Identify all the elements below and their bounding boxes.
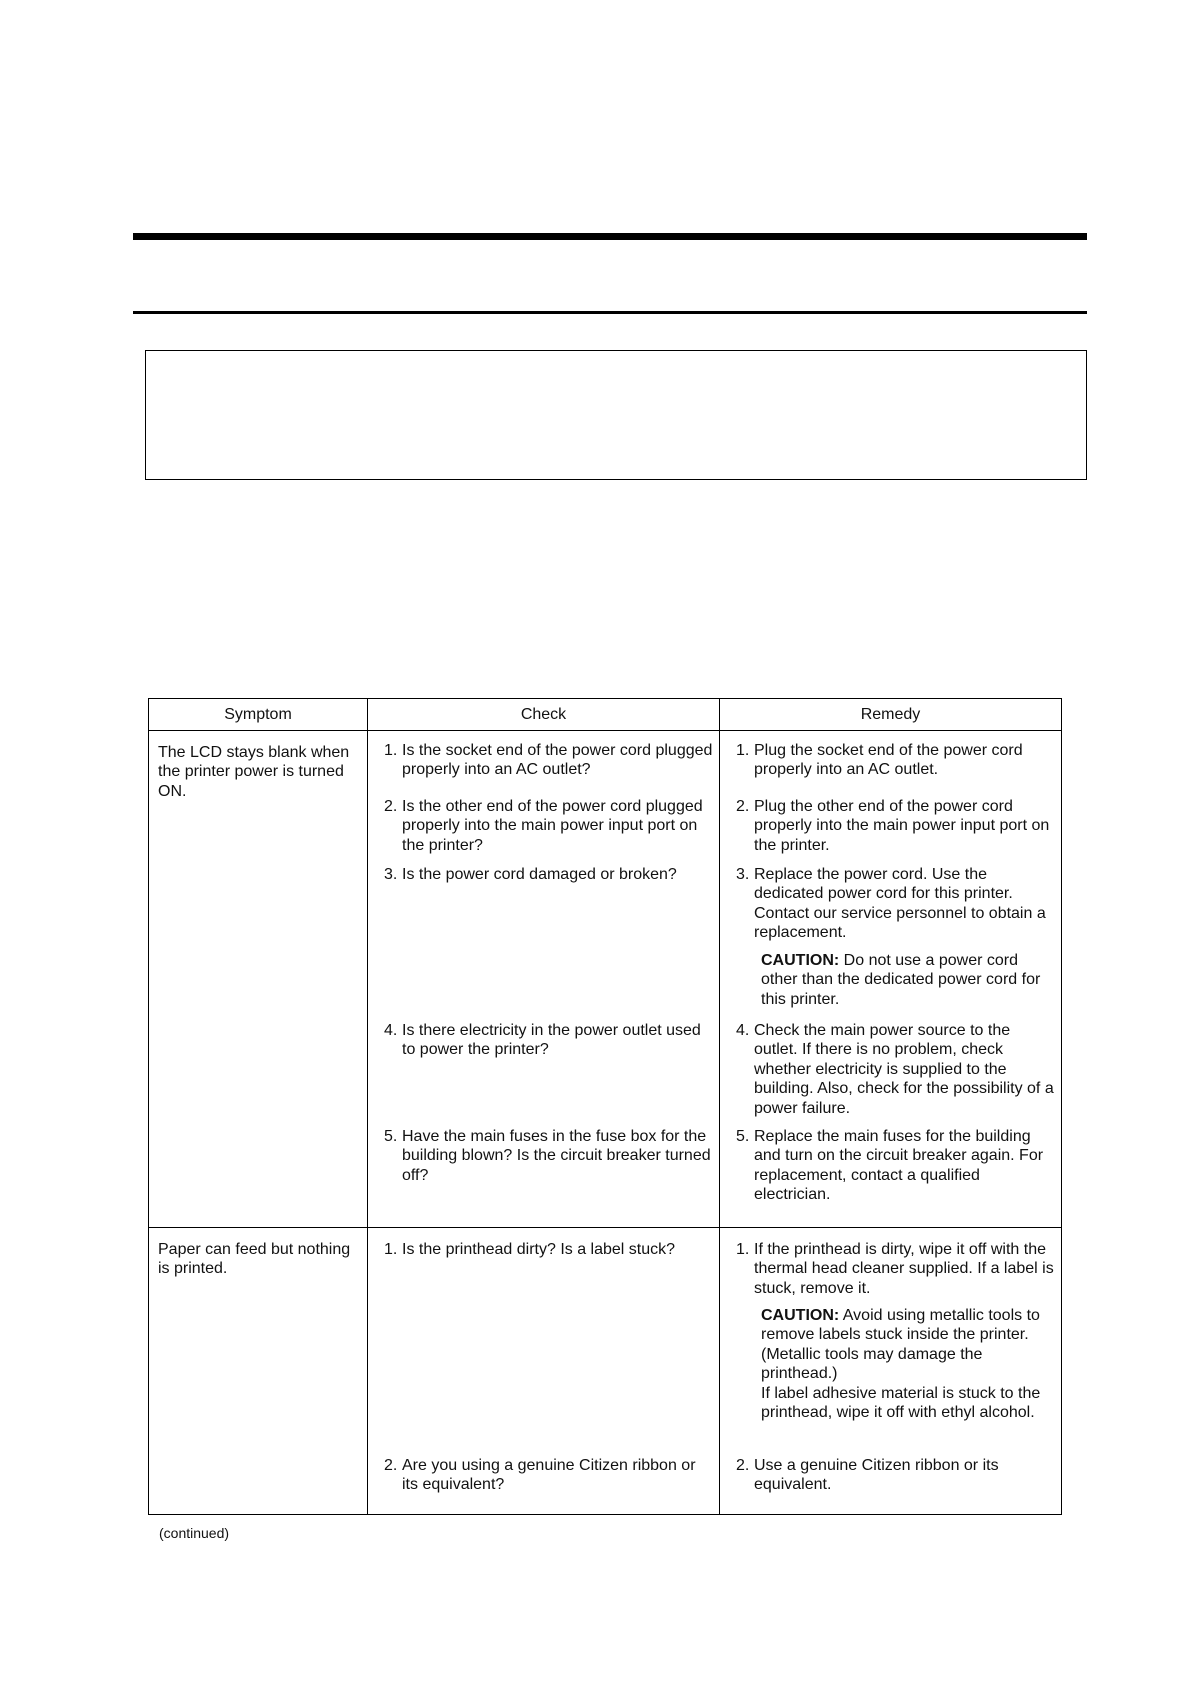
- check-item: [368, 741, 719, 797]
- remedy-text: If the printhead is dirty, wipe it off with the thermal head cleaner supplied. If a label is stuck, remove it.: [754, 1241, 1054, 1297]
- remedy-item: [720, 797, 1061, 865]
- check-text: Are you using a genuine Citizen ribbon or its equivalent?: [402, 1457, 696, 1494]
- remedy-block: [720, 1240, 1061, 1456]
- remedy-number: 4.: [736, 1022, 750, 1039]
- caution-text: Avoid using metallic tools to remove labels stuck inside the printer. (Metallic tools may damage the printhead.): [761, 1307, 1040, 1383]
- table-row: [149, 1228, 1062, 1515]
- table-header-row: [149, 699, 1062, 731]
- header-symptom: Symptom: [149, 699, 368, 731]
- remedy-item: [720, 1127, 1061, 1227]
- remedy-number: 3.: [736, 866, 750, 883]
- remedy-cell: [720, 731, 1062, 1228]
- check-text: Have the main fuses in the fuse box for the building blown? Is the circuit breaker turned off?: [402, 1128, 711, 1184]
- check-text: Is the socket end of the power cord plugged properly into an AC outlet?: [402, 742, 713, 779]
- symptom-text: Paper can feed but nothing is printed.: [158, 1241, 351, 1278]
- header-rule-thin: [133, 311, 1087, 314]
- header-check: Check: [368, 699, 720, 731]
- remedy-number: 5.: [736, 1128, 750, 1145]
- note-box: [145, 350, 1087, 480]
- remedy-block: [720, 865, 1061, 1021]
- check-text: Is there electricity in the power outlet used to power the printer?: [402, 1022, 701, 1059]
- check-number: 2.: [384, 798, 398, 815]
- check-item: [368, 865, 719, 1021]
- check-number: 5.: [384, 1128, 398, 1145]
- check-number: 1.: [384, 742, 398, 759]
- caution-label: CAUTION:: [761, 952, 840, 969]
- remedy-text: Plug the socket end of the power cord properly into an AC outlet.: [754, 742, 1023, 779]
- symptom-text: The LCD stays blank when the printer power is turned ON.: [158, 744, 350, 800]
- symptom-cell: [149, 731, 368, 1228]
- check-text: Is the printhead dirty? Is a label stuck?: [402, 1241, 676, 1258]
- remedy-number: 2.: [736, 1457, 750, 1474]
- header-remedy: Remedy: [720, 699, 1062, 731]
- remedy-item: [720, 1456, 1061, 1514]
- remedy-text: Plug the other end of the power cord properly into the main power input port on the printer.: [754, 798, 1050, 854]
- check-text: Is the power cord damaged or broken?: [402, 866, 677, 883]
- check-number: 2.: [384, 1457, 398, 1474]
- check-cell: [368, 1228, 720, 1515]
- caution-note: [720, 1306, 1061, 1384]
- check-item: [368, 1456, 719, 1514]
- check-number: 3.: [384, 866, 398, 883]
- remedy-number: 2.: [736, 798, 750, 815]
- remedy-cell: [720, 1228, 1062, 1515]
- remedy-number: 1.: [736, 1241, 750, 1258]
- check-item: [368, 1240, 719, 1456]
- check-item: [368, 1021, 719, 1127]
- remedy-text: Replace the main fuses for the building and turn on the circuit breaker again. For replacement, contact a qualified electrician.: [754, 1128, 1044, 1204]
- troubleshooting-table: [148, 698, 1062, 1515]
- remedy-text: Use a genuine Citizen ribbon or its equivalent.: [754, 1457, 999, 1494]
- check-item: [368, 797, 719, 865]
- caution-label: CAUTION:: [761, 1307, 840, 1324]
- check-cell: [368, 731, 720, 1228]
- table-row: [149, 731, 1062, 1228]
- continued-note: (continued): [159, 1525, 230, 1541]
- remedy-item: [720, 865, 1061, 951]
- remedy-item: [720, 1021, 1061, 1127]
- check-number: 4.: [384, 1022, 398, 1039]
- remedy-item: [720, 741, 1061, 797]
- header-rule-thick: [133, 233, 1087, 240]
- caution-extra: If label adhesive material is stuck to the printhead, wipe it off with ethyl alcohol.: [761, 1384, 1041, 1422]
- remedy-item: [720, 1240, 1061, 1306]
- remedy-text: Replace the power cord. Use the dedicated power cord for this printer. Contact our service personnel to obtain a replacement.: [754, 866, 1046, 942]
- check-text: Is the other end of the power cord plugged properly into the main power input port on the printer?: [402, 798, 703, 854]
- caution-note: [720, 951, 1061, 1009]
- check-item: [368, 1127, 719, 1227]
- remedy-text: Check the main power source to the outlet. If there is no problem, check whether electricity is supplied to the building. Also, check for the possibility of a power failure.: [754, 1022, 1054, 1117]
- check-number: 1.: [384, 1241, 398, 1258]
- remedy-number: 1.: [736, 742, 750, 759]
- caution-text: Do not use a power cord other than the dedicated power cord for this printer.: [761, 952, 1041, 1008]
- symptom-cell: [149, 1228, 368, 1515]
